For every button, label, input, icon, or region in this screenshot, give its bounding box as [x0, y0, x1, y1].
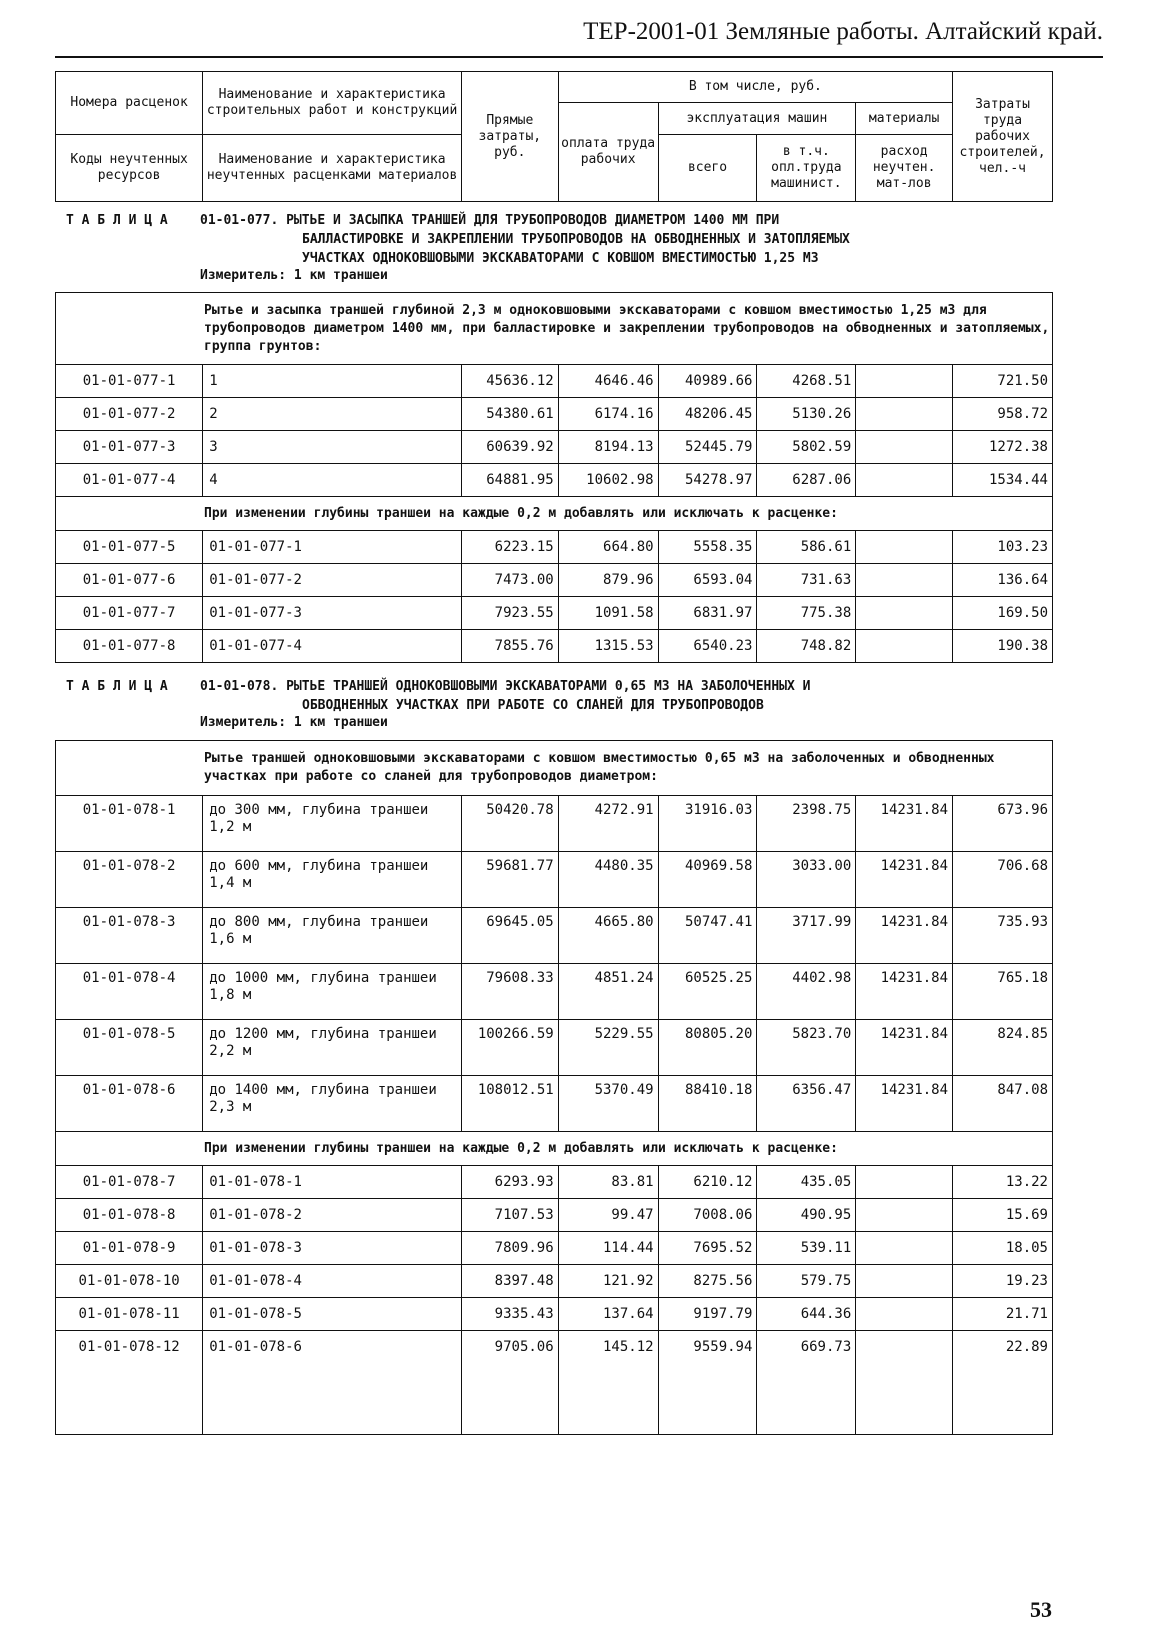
materials-cell [856, 1199, 953, 1232]
labor-hours-cell: 103.23 [953, 531, 1053, 564]
direct-costs-cell: 9335.43 [461, 1298, 558, 1331]
header-labor-pay: оплата труда рабочих [558, 103, 658, 202]
direct-costs-cell: 64881.95 [461, 464, 558, 497]
labor-hours-cell: 13.22 [953, 1166, 1053, 1199]
table-077-section-heading: Рытье и засыпка траншей глубиной 2,3 м одноковшовыми экскаваторами с ковшом вместимостью 1,25 м3 для трубопроводов диаметром 1400 мм, при балластировке и закреплении трубопроводов на обводненных и затопляемых, группа грунтов: [56, 293, 1053, 365]
labor-hours-cell: 22.89 [953, 1331, 1053, 1435]
labor-pay-cell: 121.92 [558, 1265, 658, 1298]
machine-costs-cell: 48206.45 [658, 398, 757, 431]
table-077-meter: Измеритель: 1 км траншеи [200, 268, 388, 283]
direct-costs-cell: 45636.12 [461, 365, 558, 398]
machine-costs-cell: 8275.56 [658, 1265, 757, 1298]
table-row [56, 1199, 1053, 1232]
labor-hours-cell: 706.68 [953, 852, 1053, 908]
table-row [56, 464, 1053, 497]
machine-costs-cell: 6540.23 [658, 630, 757, 663]
rate-code-cell: 01-01-077-7 [56, 597, 203, 630]
operator-pay-cell: 4268.51 [757, 365, 856, 398]
rate-code-cell: 01-01-077-1 [56, 365, 203, 398]
operator-pay-cell: 490.95 [757, 1199, 856, 1232]
operator-pay-cell: 3717.99 [757, 908, 856, 964]
machine-costs-cell: 52445.79 [658, 431, 757, 464]
table-078-title-line-2: ОБВОДНЕННЫХ УЧАСТКАХ ПРИ РАБОТЕ СО СЛАНЕЙ ДЛЯ ТРУБОПРОВОДОВ [302, 698, 764, 713]
labor-hours-cell: 190.38 [953, 630, 1053, 663]
labor-pay-cell: 137.64 [558, 1298, 658, 1331]
labor-hours-cell: 673.96 [953, 796, 1053, 852]
direct-costs-cell: 108012.51 [461, 1076, 558, 1132]
table-077-title-line-3: УЧАСТКАХ ОДНОКОВШОВЫМИ ЭКСКАВАТОРАМИ С КОВШОМ ВМЕСТИМОСТЬЮ 1,25 М3 [302, 251, 819, 266]
table-row [56, 431, 1053, 464]
operator-pay-cell: 669.73 [757, 1331, 856, 1435]
labor-pay-cell: 5229.55 [558, 1020, 658, 1076]
machine-costs-cell: 40989.66 [658, 365, 757, 398]
labor-pay-cell: 6174.16 [558, 398, 658, 431]
labor-pay-cell: 664.80 [558, 531, 658, 564]
materials-cell: 14231.84 [856, 908, 953, 964]
table-row [56, 531, 1053, 564]
table-row [56, 1232, 1053, 1265]
work-name-cell: 01-01-077-1 [203, 531, 462, 564]
table-078 [55, 740, 1053, 1435]
column-header-table [55, 71, 1053, 202]
table-row [56, 398, 1053, 431]
operator-pay-cell: 3033.00 [757, 852, 856, 908]
operator-pay-cell: 748.82 [757, 630, 856, 663]
materials-cell [856, 365, 953, 398]
table-row [56, 1076, 1053, 1132]
labor-hours-cell: 1272.38 [953, 431, 1053, 464]
work-name-cell: до 800 мм, глубина траншеи 1,6 м [203, 908, 462, 964]
operator-pay-cell: 731.63 [757, 564, 856, 597]
rate-code-cell: 01-01-078-1 [56, 796, 203, 852]
labor-pay-cell: 1315.53 [558, 630, 658, 663]
table-078-meter: Измеритель: 1 км траншеи [200, 715, 388, 730]
direct-costs-cell: 60639.92 [461, 431, 558, 464]
labor-hours-cell: 18.05 [953, 1232, 1053, 1265]
direct-costs-cell: 59681.77 [461, 852, 558, 908]
table-078-section-heading: Рытье траншей одноковшовыми экскаваторами с ковшом вместимостью 0,65 м3 на заболоченных и обводненных участках при работе со сланей для трубопроводов диаметром: [56, 741, 1053, 796]
operator-pay-cell: 5802.59 [757, 431, 856, 464]
running-head: ТЕР-2001-01 Земляные работы. Алтайский край. [583, 18, 1103, 45]
direct-costs-cell: 7855.76 [461, 630, 558, 663]
materials-cell [856, 1298, 953, 1331]
rate-code-cell: 01-01-078-8 [56, 1199, 203, 1232]
machine-costs-cell: 6210.12 [658, 1166, 757, 1199]
machine-costs-cell: 31916.03 [658, 796, 757, 852]
machine-costs-cell: 88410.18 [658, 1076, 757, 1132]
labor-hours-cell: 721.50 [953, 365, 1053, 398]
table-row [56, 1166, 1053, 1199]
machine-costs-cell: 80805.20 [658, 1020, 757, 1076]
direct-costs-cell: 7923.55 [461, 597, 558, 630]
machine-costs-cell: 5558.35 [658, 531, 757, 564]
machine-costs-cell: 40969.58 [658, 852, 757, 908]
table-078-depth-heading: При изменении глубины траншеи на каждые 0,2 м добавлять или исключать к расценке: [56, 1132, 1053, 1166]
labor-hours-cell: 1534.44 [953, 464, 1053, 497]
labor-pay-cell: 8194.13 [558, 431, 658, 464]
labor-pay-cell: 4646.46 [558, 365, 658, 398]
direct-costs-cell: 50420.78 [461, 796, 558, 852]
header-material-name: Наименование и характеристика неучтенных расценками материалов [203, 135, 462, 202]
work-name-cell: 2 [203, 398, 462, 431]
materials-cell [856, 564, 953, 597]
labor-pay-cell: 4665.80 [558, 908, 658, 964]
labor-hours-cell: 765.18 [953, 964, 1053, 1020]
work-name-cell: 1 [203, 365, 462, 398]
header-rate-numbers: Номера расценок [56, 72, 203, 135]
materials-cell [856, 398, 953, 431]
labor-pay-cell: 83.81 [558, 1166, 658, 1199]
direct-costs-cell: 7107.53 [461, 1199, 558, 1232]
materials-cell: 14231.84 [856, 852, 953, 908]
table-row [56, 1020, 1053, 1076]
header-including: В том числе, руб. [558, 72, 952, 103]
machine-costs-cell: 6831.97 [658, 597, 757, 630]
rate-code-cell: 01-01-077-5 [56, 531, 203, 564]
table-077-title-line-1: 01-01-077. РЫТЬЕ И ЗАСЫПКА ТРАНШЕЙ ДЛЯ ТРУБОПРОВОДОВ ДИАМЕТРОМ 1400 ММ ПРИ [200, 213, 780, 228]
operator-pay-cell: 644.36 [757, 1298, 856, 1331]
labor-hours-cell: 21.71 [953, 1298, 1053, 1331]
rate-code-cell: 01-01-078-7 [56, 1166, 203, 1199]
rate-code-cell: 01-01-078-5 [56, 1020, 203, 1076]
direct-costs-cell: 8397.48 [461, 1265, 558, 1298]
table-077-title-line-2: БАЛЛАСТИРОВКЕ И ЗАКРЕПЛЕНИИ ТРУБОПРОВОДОВ НА ОБВОДНЕННЫХ И ЗАТОПЛЯЕМЫХ [302, 232, 850, 247]
operator-pay-cell: 6287.06 [757, 464, 856, 497]
labor-pay-cell: 99.47 [558, 1199, 658, 1232]
materials-cell [856, 1331, 953, 1435]
materials-cell: 14231.84 [856, 964, 953, 1020]
rate-code-cell: 01-01-077-8 [56, 630, 203, 663]
header-rule [55, 56, 1103, 58]
labor-hours-cell: 847.08 [953, 1076, 1053, 1132]
operator-pay-cell: 5130.26 [757, 398, 856, 431]
operator-pay-cell: 4402.98 [757, 964, 856, 1020]
direct-costs-cell: 54380.61 [461, 398, 558, 431]
direct-costs-cell: 6293.93 [461, 1166, 558, 1199]
labor-hours-cell: 19.23 [953, 1265, 1053, 1298]
labor-pay-cell: 5370.49 [558, 1076, 658, 1132]
table-row [56, 1331, 1053, 1435]
machine-costs-cell: 7695.52 [658, 1232, 757, 1265]
work-name-cell: 01-01-077-3 [203, 597, 462, 630]
table-row [56, 1298, 1053, 1331]
operator-pay-cell: 586.61 [757, 531, 856, 564]
work-name-cell: 01-01-078-5 [203, 1298, 462, 1331]
rate-code-cell: 01-01-078-4 [56, 964, 203, 1020]
work-name-cell: 01-01-078-6 [203, 1331, 462, 1435]
direct-costs-cell: 69645.05 [461, 908, 558, 964]
header-direct-costs: Прямые затраты, руб. [461, 72, 558, 202]
rate-code-cell: 01-01-077-2 [56, 398, 203, 431]
machine-costs-cell: 7008.06 [658, 1199, 757, 1232]
work-name-cell: до 1200 мм, глубина траншеи 2,2 м [203, 1020, 462, 1076]
materials-cell [856, 431, 953, 464]
page-number: 53 [1030, 1597, 1052, 1622]
materials-cell: 14231.84 [856, 1020, 953, 1076]
header-machines-total: всего [658, 135, 757, 202]
machine-costs-cell: 6593.04 [658, 564, 757, 597]
labor-hours-cell: 136.64 [953, 564, 1053, 597]
labor-hours-cell: 958.72 [953, 398, 1053, 431]
work-name-cell: 01-01-078-2 [203, 1199, 462, 1232]
materials-cell: 14231.84 [856, 1076, 953, 1132]
machine-costs-cell: 60525.25 [658, 964, 757, 1020]
rate-code-cell: 01-01-078-3 [56, 908, 203, 964]
work-name-cell: 01-01-077-2 [203, 564, 462, 597]
machine-costs-cell: 9559.94 [658, 1331, 757, 1435]
header-materials: материалы [856, 103, 953, 135]
materials-cell [856, 1166, 953, 1199]
header-resource-codes: Коды неучтенных ресурсов [56, 135, 203, 202]
rate-code-cell: 01-01-077-6 [56, 564, 203, 597]
operator-pay-cell: 579.75 [757, 1265, 856, 1298]
rate-code-cell: 01-01-078-6 [56, 1076, 203, 1132]
header-machines: эксплуатация машин [658, 103, 856, 135]
table-row [56, 852, 1053, 908]
table-row [56, 908, 1053, 964]
work-name-cell: 01-01-078-3 [203, 1232, 462, 1265]
table-row [56, 1265, 1053, 1298]
table-077 [55, 292, 1053, 663]
header-operators-pay: в т.ч. опл.труда машинист. [757, 135, 856, 202]
rate-code-cell: 01-01-077-3 [56, 431, 203, 464]
direct-costs-cell: 9705.06 [461, 1331, 558, 1435]
work-name-cell: 01-01-078-1 [203, 1166, 462, 1199]
labor-pay-cell: 4480.35 [558, 852, 658, 908]
labor-pay-cell: 879.96 [558, 564, 658, 597]
direct-costs-cell: 7809.96 [461, 1232, 558, 1265]
table-078-title-line-1: 01-01-078. РЫТЬЕ ТРАНШЕЙ ОДНОКОВШОВЫМИ ЭКСКАВАТОРАМИ 0,65 М3 НА ЗАБОЛОЧЕННЫХ И [200, 679, 811, 694]
materials-cell [856, 1265, 953, 1298]
labor-pay-cell: 1091.58 [558, 597, 658, 630]
materials-cell [856, 464, 953, 497]
table-row [56, 365, 1053, 398]
operator-pay-cell: 2398.75 [757, 796, 856, 852]
table-row [56, 796, 1053, 852]
rate-code-cell: 01-01-078-12 [56, 1331, 203, 1435]
machine-costs-cell: 9197.79 [658, 1298, 757, 1331]
operator-pay-cell: 775.38 [757, 597, 856, 630]
table-row [56, 630, 1053, 663]
direct-costs-cell: 7473.00 [461, 564, 558, 597]
table-row [56, 564, 1053, 597]
labor-pay-cell: 145.12 [558, 1331, 658, 1435]
rate-code-cell: 01-01-078-11 [56, 1298, 203, 1331]
labor-pay-cell: 4851.24 [558, 964, 658, 1020]
materials-cell [856, 531, 953, 564]
labor-hours-cell: 824.85 [953, 1020, 1053, 1076]
materials-cell [856, 1232, 953, 1265]
machine-costs-cell: 50747.41 [658, 908, 757, 964]
operator-pay-cell: 5823.70 [757, 1020, 856, 1076]
operator-pay-cell: 435.05 [757, 1166, 856, 1199]
labor-hours-cell: 735.93 [953, 908, 1053, 964]
work-name-cell: до 600 мм, глубина траншеи 1,4 м [203, 852, 462, 908]
direct-costs-cell: 6223.15 [461, 531, 558, 564]
work-name-cell: 4 [203, 464, 462, 497]
work-name-cell: 01-01-077-4 [203, 630, 462, 663]
materials-cell [856, 630, 953, 663]
work-name-cell: до 1400 мм, глубина траншеи 2,3 м [203, 1076, 462, 1132]
operator-pay-cell: 6356.47 [757, 1076, 856, 1132]
header-work-name: Наименование и характеристика строительных работ и конструкций [203, 72, 462, 135]
materials-cell: 14231.84 [856, 796, 953, 852]
labor-pay-cell: 10602.98 [558, 464, 658, 497]
work-name-cell: 01-01-078-4 [203, 1265, 462, 1298]
materials-cell [856, 597, 953, 630]
table-row [56, 597, 1053, 630]
operator-pay-cell: 539.11 [757, 1232, 856, 1265]
rate-code-cell: 01-01-078-2 [56, 852, 203, 908]
table-077-prefix: Т А Б Л И Ц А [66, 213, 168, 228]
table-078-prefix: Т А Б Л И Ц А [66, 679, 168, 694]
table-row [56, 964, 1053, 1020]
header-unaccounted-materials: расход неучтен. мат-лов [856, 135, 953, 202]
table-077-depth-heading: При изменении глубины траншеи на каждые 0,2 м добавлять или исключать к расценке: [56, 497, 1053, 531]
machine-costs-cell: 54278.97 [658, 464, 757, 497]
work-name-cell: до 300 мм, глубина траншеи 1,2 м [203, 796, 462, 852]
work-name-cell: до 1000 мм, глубина траншеи 1,8 м [203, 964, 462, 1020]
rate-code-cell: 01-01-078-10 [56, 1265, 203, 1298]
direct-costs-cell: 100266.59 [461, 1020, 558, 1076]
rate-code-cell: 01-01-077-4 [56, 464, 203, 497]
labor-hours-cell: 15.69 [953, 1199, 1053, 1232]
labor-hours-cell: 169.50 [953, 597, 1053, 630]
header-labor-costs: Затраты труда рабочих строителей, чел.-ч [953, 72, 1053, 202]
labor-pay-cell: 114.44 [558, 1232, 658, 1265]
rate-code-cell: 01-01-078-9 [56, 1232, 203, 1265]
labor-pay-cell: 4272.91 [558, 796, 658, 852]
direct-costs-cell: 79608.33 [461, 964, 558, 1020]
work-name-cell: 3 [203, 431, 462, 464]
